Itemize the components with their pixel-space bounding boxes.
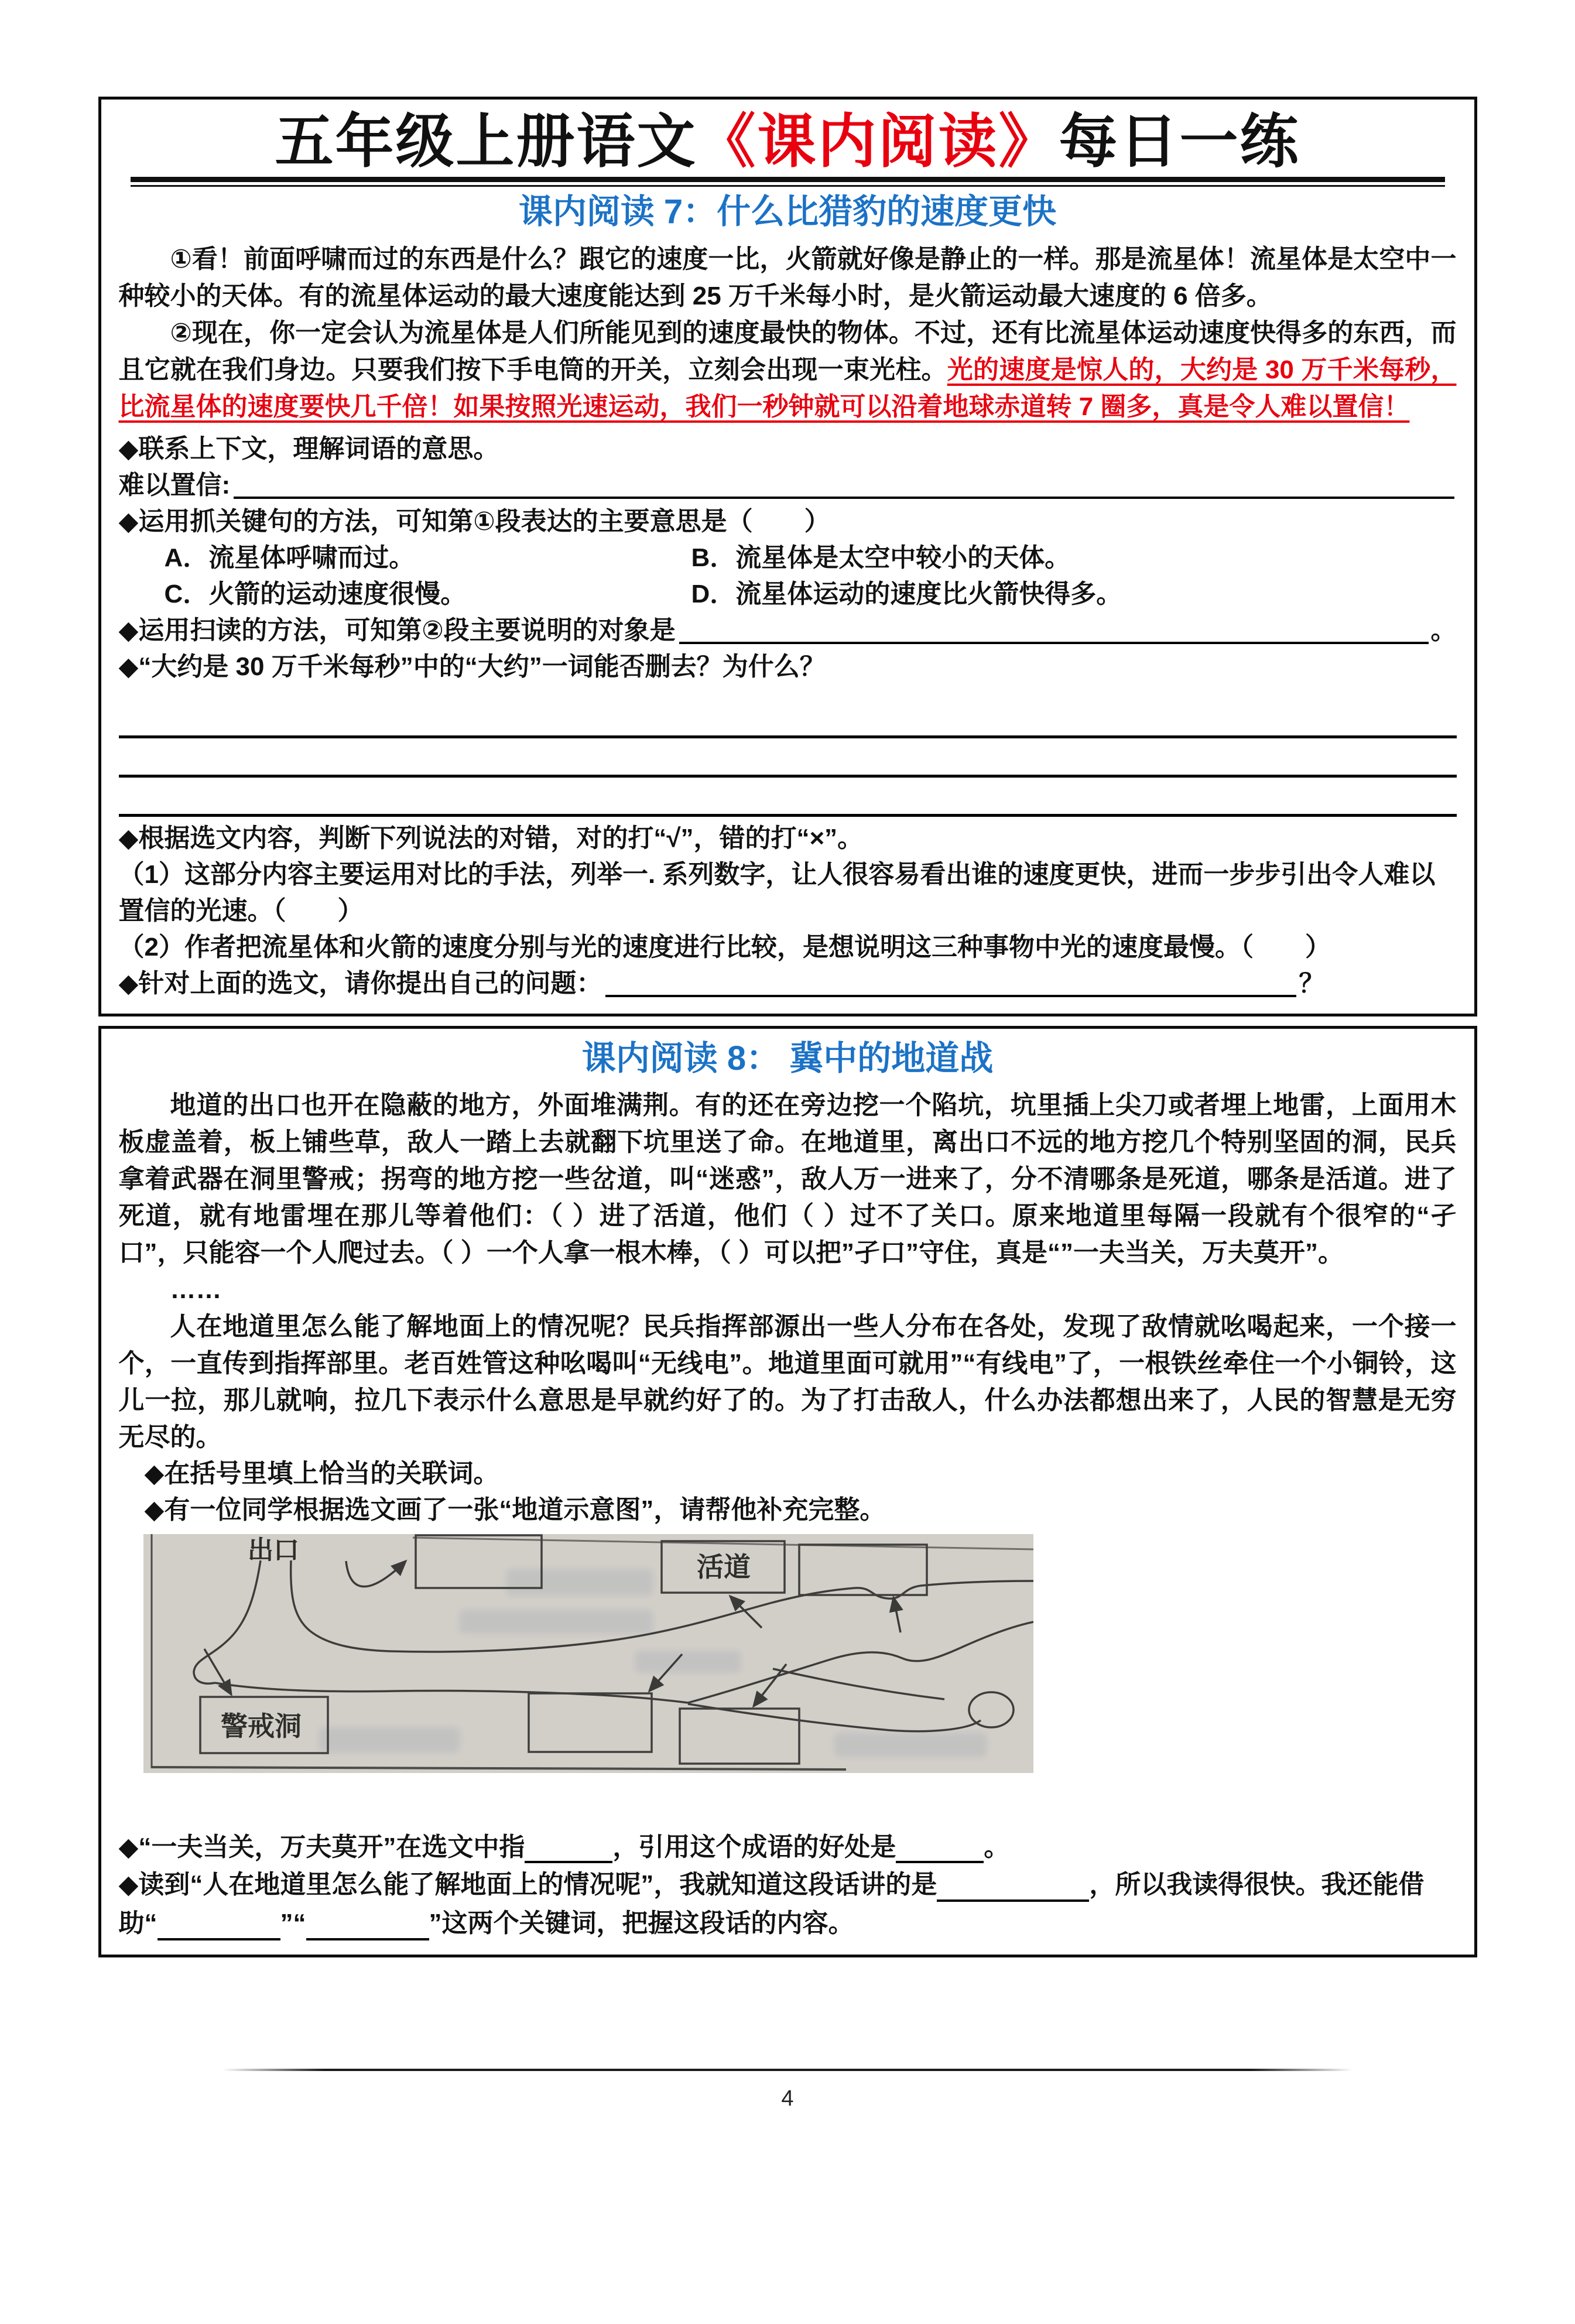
reading-middle-2: ”“ bbox=[280, 1909, 306, 1938]
answer-blank-line bbox=[605, 967, 1296, 997]
option-d: D．流星体运动的速度比火箭快得多。 bbox=[691, 579, 1122, 608]
reading-prefix: ◆读到“人在地道里怎么能了解地面上的情况呢”，我就知道这段话讲的是 bbox=[118, 1870, 937, 1899]
section-7-paragraph-1: ①看！前面呼啸而过的东西是什么？跟它的速度一比，火箭就好像是静止的一样。那是流星体！流星体是太空中一种较小的天体。有的流星体运动的最大速度能达到 25 万千米每小时，是火箭运动最大速度的 6 倍多。 bbox=[118, 244, 1457, 310]
idiom-prefix: ◆“一夫当关，万夫莫开”在选文中指 bbox=[118, 1833, 525, 1862]
question-judge: ◆根据选文内容，判断下列说法的对错，对的打“√”，错的打“×”。 bbox=[118, 823, 864, 853]
option-b: B．流星体是太空中较小的天体。 bbox=[691, 543, 1071, 572]
page-title-highlight: 《课内阅读》 bbox=[697, 109, 1059, 174]
answer-blank-inline bbox=[306, 1912, 429, 1940]
question-idiom bbox=[119, 1829, 1457, 1866]
reading-middle-1: ，所以我读得很快。我还能借助“ bbox=[118, 1870, 1425, 1938]
page-title-prefix: 五年级上册语文 bbox=[275, 109, 697, 174]
own-question-suffix: ？ bbox=[1299, 968, 1325, 998]
section-7-heading: 课内阅读 7：什么比猎豹的速度更快 bbox=[518, 193, 1057, 231]
judge-statement-2: （2）作者把流星体和火箭的速度分别与光的速度进行比较，是想说明这三种事物中光的速度最慢。（ ） bbox=[118, 932, 1331, 961]
section-8-paragraph-1: 地道的出口也开在隐蔽的地方，外面堆满荆。有的还在旁边挖一个陷坑，坑里插上尖刀或者埋上地雷，上面用木板虚盖着，板上铺些草，敌人一踏上去就翻下坑里送了命。在地道里，离出口不远的地方挖几个特别坚固的洞，民兵拿着武器在洞里警戒；拐弯的地方挖一些岔道，叫“迷惑”，敌人万一进来了，分不清哪条是死道，哪条是活道。进了死道，就有地雷埋在那儿等着他们：（ ）进了活道，他们（ ）过不了关口。原来地道里每隔一段就有个很窄的“孑口”，只能容一个人爬过去。（ ）一个人拿一根木棒，（ ）可以把”孑口”守住，真是“”一夫当关，万夫莫开”。 bbox=[118, 1091, 1457, 1268]
context-term-label: 难以置信: bbox=[118, 470, 231, 499]
question-conjunction: ◆在括号里填上恰当的关联词。 bbox=[144, 1459, 499, 1488]
question-choice: ◆运用抓关键句的方法，可知第①段表达的主要意思是（ ） bbox=[118, 506, 830, 536]
choice-options-row-1 bbox=[119, 540, 1457, 576]
answer-line bbox=[119, 780, 1457, 817]
answer-lines-block bbox=[119, 701, 1457, 817]
question-scan-prefix: ◆运用扫读的方法，可知第②段主要说明的对象是 bbox=[118, 615, 676, 645]
answer-blank-line bbox=[234, 468, 1454, 499]
section-7-paragraph-2 bbox=[119, 314, 1457, 425]
question-scan-row bbox=[119, 612, 1457, 649]
page-title bbox=[119, 107, 1457, 177]
answer-blank-inline bbox=[525, 1835, 612, 1863]
title-divider bbox=[131, 177, 1445, 187]
diagram-live-path-label: 活道 bbox=[696, 1552, 751, 1583]
question-scan-suffix: 。 bbox=[1430, 615, 1457, 645]
answer-line bbox=[119, 701, 1457, 738]
tunnel-diagram-svg bbox=[143, 1534, 1033, 1773]
context-term-row bbox=[119, 467, 1457, 504]
diagram-exit-label: 出口 bbox=[247, 1536, 299, 1565]
question-reading-speed bbox=[119, 1866, 1457, 1943]
judge-statement-1: （1）这部分内容主要运用对比的手法，列举一. 系列数字，让人很容易看出谁的速度更快，进而一步步引出令人难以置信的光速。（ ） bbox=[118, 860, 1436, 925]
worksheet-section-7 bbox=[98, 97, 1477, 1016]
question-context: ◆联系上下文，理解词语的意思。 bbox=[118, 434, 499, 463]
footer-divider bbox=[222, 2069, 1353, 2071]
question-dayue: ◆“大约是 30 万千米每秒”中的“大约”一词能否删去？为什么？ bbox=[118, 652, 826, 681]
section-8-heading: 课内阅读 8： 冀中的地道战 bbox=[581, 1039, 994, 1077]
page-number: 4 bbox=[781, 2086, 794, 2111]
diagram-guard-cave-label: 警戒洞 bbox=[220, 1711, 302, 1742]
paragraph-2-plain-text: ②现在，你一定会认为流星体是人们所能见到的速度最快的物体。不过，还有比流星体运动速度快得多的东西，而且它就在我们身边。只要我们按下手电筒的开关，立刻会出现一束光柱。 bbox=[118, 318, 1457, 384]
page-title-suffix: 每日一练 bbox=[1059, 109, 1300, 174]
paragraph-2-highlighted-text: 光的速度是惊人的，大约是 30 万千米每秒，比流星体的速度要快几千倍！如果按照光速运动，我们一秒钟就可以沿着地球赤道转 7 圈多，真是令人难以置信！ bbox=[118, 355, 1457, 421]
option-c: C．火箭的运动速度很慢。 bbox=[164, 579, 467, 608]
answer-blank-inline bbox=[158, 1912, 280, 1940]
worksheet-section-8 bbox=[98, 1026, 1477, 1958]
reading-suffix: ”这两个关键词，把握这段话的内容。 bbox=[429, 1909, 854, 1938]
tunnel-diagram bbox=[143, 1534, 1033, 1773]
choice-options-row-2 bbox=[119, 576, 1457, 612]
answer-blank-inline bbox=[937, 1874, 1089, 1902]
section-8-ellipsis: …… bbox=[170, 1275, 222, 1305]
question-own-question-row bbox=[119, 966, 1457, 1002]
answer-blank-inline bbox=[896, 1835, 984, 1863]
question-diagram: ◆有一位同学根据选文画了一张“地道示意图”，请帮他补充完整。 bbox=[144, 1495, 886, 1525]
section-8-paragraph-2: 人在地道里怎么能了解地面上的情况呢？民兵指挥部源出一些人分布在各处，发现了敌情就吆喝起来，一个接一个，一直传到指挥部里。老百姓管这种吆喝叫“无线电”。地道里面可就用”“有线电”了，一根铁丝牵住一个小铜铃，这儿一拉，那儿就响，拉几下表示什么意思是早就约好了的。为了打击敌人，什么办法都想出来了，人民的智慧是无穷无尽的。 bbox=[118, 1312, 1457, 1452]
own-question-prefix: ◆针对上面的选文，请你提出自己的问题： bbox=[118, 968, 602, 998]
idiom-middle: ，引用这个成语的好处是 bbox=[612, 1833, 896, 1862]
option-a: A．流星体呼啸而过。 bbox=[164, 543, 415, 572]
idiom-suffix: 。 bbox=[984, 1833, 1010, 1862]
answer-line bbox=[119, 741, 1457, 778]
answer-blank-line bbox=[679, 614, 1429, 644]
